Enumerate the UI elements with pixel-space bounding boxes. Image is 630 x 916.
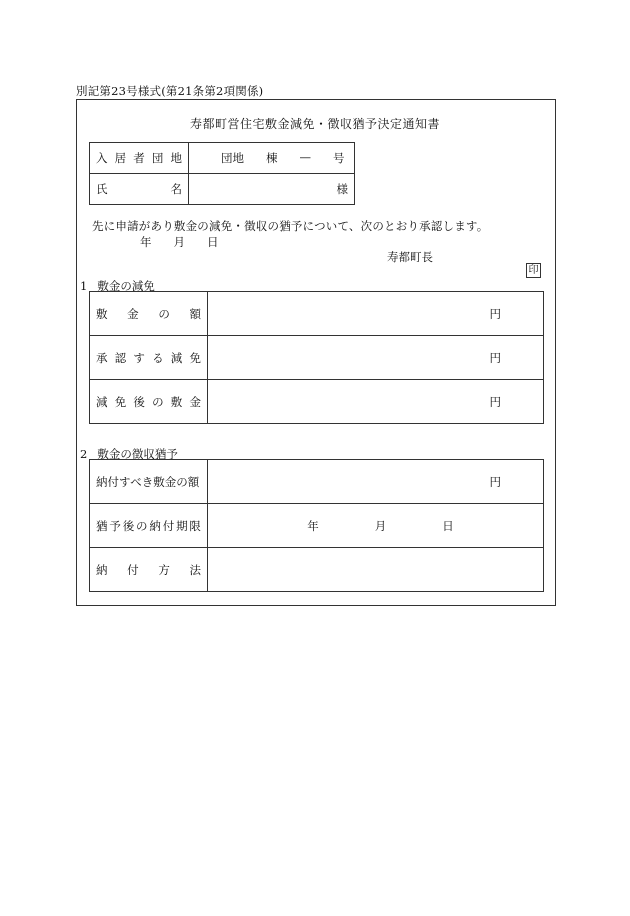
reduced-deposit-field[interactable]: [208, 380, 544, 424]
yen-unit: 円: [489, 474, 501, 489]
table-row: [90, 380, 544, 424]
danchi-label: 入 居 者 団 地: [90, 143, 189, 174]
table-row: [90, 143, 355, 174]
table-row: [90, 336, 544, 380]
name-label: 氏 名: [90, 174, 189, 205]
issue-date: 年 月 日: [140, 235, 219, 249]
table-row: [90, 174, 355, 205]
approved-reduction-label: 承 認 す る 減 免: [90, 336, 208, 380]
table-row: [90, 460, 544, 504]
deferred-deadline-label: 猶 予 後 の 納 付 期 限: [90, 504, 208, 548]
approved-reduction-field[interactable]: [208, 336, 544, 380]
deposit-reduction-table: [89, 291, 544, 424]
yen-unit: 円: [489, 306, 501, 321]
reduced-deposit-label: 減 免 後 の 敷 金: [90, 380, 208, 424]
table-row: [90, 504, 544, 548]
payment-method-label: 納 付 方 法: [90, 548, 208, 592]
honorific-suffix: 様: [336, 182, 348, 196]
table-row: [90, 548, 544, 592]
yen-unit: 円: [489, 350, 501, 365]
applicant-table: [89, 142, 355, 205]
document-title: 寿都町営住宅敷金減免・徴収猶予決定通知書: [189, 117, 440, 131]
payment-method-field[interactable]: [208, 548, 544, 592]
notice-text: 先に申請があり敷金の減免・徴収の猶予について、次のとおり承認します。: [92, 219, 489, 233]
deposit-deferral-table: [89, 459, 544, 592]
danchi-value[interactable]: 団地 棟 — 号: [189, 143, 355, 174]
deposit-amount-label: 敷 金 の 額: [90, 292, 208, 336]
name-value[interactable]: [189, 174, 355, 205]
payable-deposit-label: 納付すべき敷金の額: [90, 460, 208, 504]
seal-mark: 印: [526, 263, 541, 278]
deposit-amount-field[interactable]: [208, 292, 544, 336]
payable-deposit-field[interactable]: [208, 460, 544, 504]
yen-unit: 円: [489, 394, 501, 409]
section2-heading: 2 敷金の徴収猶予: [80, 447, 178, 461]
table-row: [90, 292, 544, 336]
deferred-deadline-field[interactable]: 年 月 日: [208, 504, 544, 548]
section1-heading: 1 敷金の減免: [80, 279, 155, 293]
issuer-name: 寿都町長: [387, 250, 433, 264]
form-reference: 別記第23号様式(第21条第2項関係): [76, 84, 264, 98]
